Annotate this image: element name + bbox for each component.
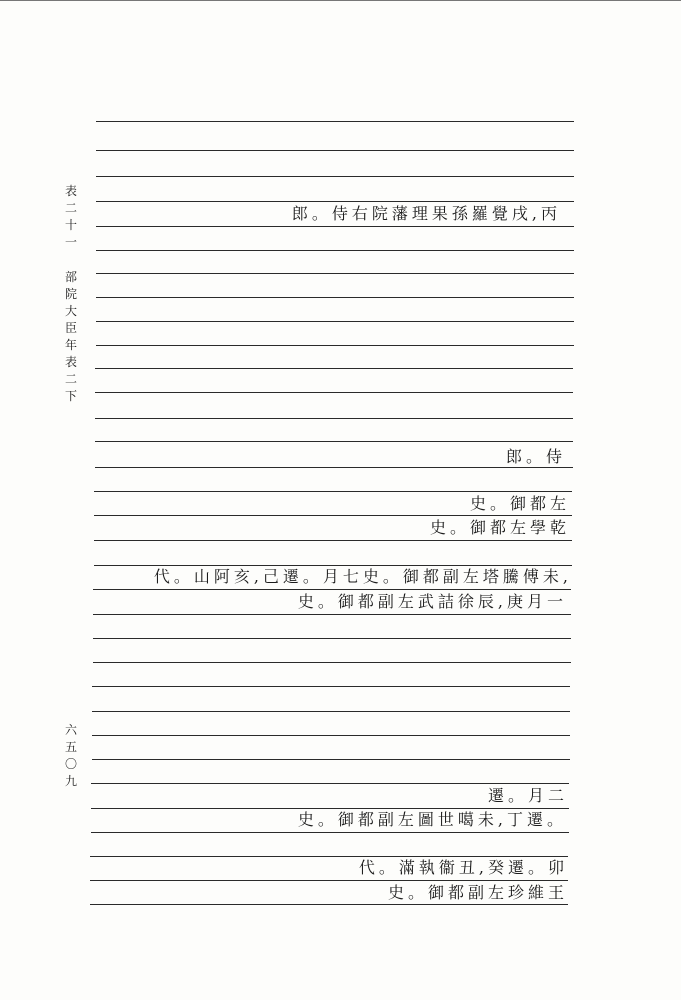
margin-char: 一 xyxy=(64,235,77,249)
page-number-char: 〇 xyxy=(64,757,77,771)
margin-char: 部 xyxy=(64,270,77,284)
table-rule xyxy=(96,321,574,322)
page-number-char: 六 xyxy=(64,723,77,737)
margin-char: 院 xyxy=(64,287,77,301)
table-rule xyxy=(90,880,568,881)
row-entry: 史。御都副左武詰徐辰,庚月一 xyxy=(297,592,567,611)
table-rule xyxy=(91,783,569,784)
margin-char: 大 xyxy=(64,304,77,318)
table-rule xyxy=(92,686,570,687)
table-rule xyxy=(93,638,571,639)
row-entry: 代。山阿亥,己遷。月七史。御都副左塔騰傅未, xyxy=(153,567,572,586)
margin-char: 年 xyxy=(64,338,77,352)
table-rule xyxy=(95,418,573,419)
page-top-border xyxy=(0,0,681,1)
table-rule xyxy=(93,614,571,615)
table-rule xyxy=(96,176,574,177)
table-rule xyxy=(95,467,573,468)
table-rule xyxy=(95,392,573,393)
row-entry: 史。御都副左珍維王 xyxy=(387,883,568,902)
margin-char: 表 xyxy=(64,184,77,198)
table-rule xyxy=(93,662,571,663)
page-number-char: 五 xyxy=(64,740,77,754)
margin-char: 下 xyxy=(64,389,77,403)
margin-char: 二 xyxy=(64,372,77,386)
table-rule xyxy=(92,711,570,712)
table-rule xyxy=(94,515,572,516)
row-entry: 遷。月二 xyxy=(487,786,568,805)
table-rule xyxy=(96,273,574,274)
table-rule xyxy=(93,589,571,590)
row-entry: 代。滿執衞丑,癸遷。卯 xyxy=(358,858,568,877)
table-rule xyxy=(96,345,574,346)
table-rule xyxy=(95,441,573,442)
row-entry: 史。御都左學乾 xyxy=(429,518,570,537)
table-rule xyxy=(92,735,570,736)
table-rule xyxy=(90,904,568,905)
row-entry: 郎。侍右院藩理果孫羅覺戌,丙 xyxy=(291,204,561,223)
table-rule xyxy=(92,759,570,760)
row-entry: 郎。侍 xyxy=(505,447,566,466)
margin-char: 十 xyxy=(64,218,77,232)
margin-title xyxy=(60,183,82,405)
table-rule xyxy=(96,250,574,251)
table-rule xyxy=(94,491,572,492)
table-rule xyxy=(96,226,574,227)
table-rule xyxy=(96,297,574,298)
page-number-char: 九 xyxy=(64,774,77,788)
table-rule xyxy=(95,368,573,369)
row-entry: 史。御都左 xyxy=(469,494,570,513)
table-rule xyxy=(91,832,569,833)
table-rule xyxy=(94,540,572,541)
table-rule xyxy=(96,121,574,122)
margin-page-number xyxy=(60,722,82,790)
table-rule xyxy=(96,150,574,151)
margin-char: 表 xyxy=(64,355,77,369)
table-rule xyxy=(96,201,574,202)
margin-char: 臣 xyxy=(64,321,77,335)
margin-char: 二 xyxy=(64,201,77,215)
row-entry: 史。御都副左圖世噶未,丁遷。 xyxy=(297,810,567,829)
